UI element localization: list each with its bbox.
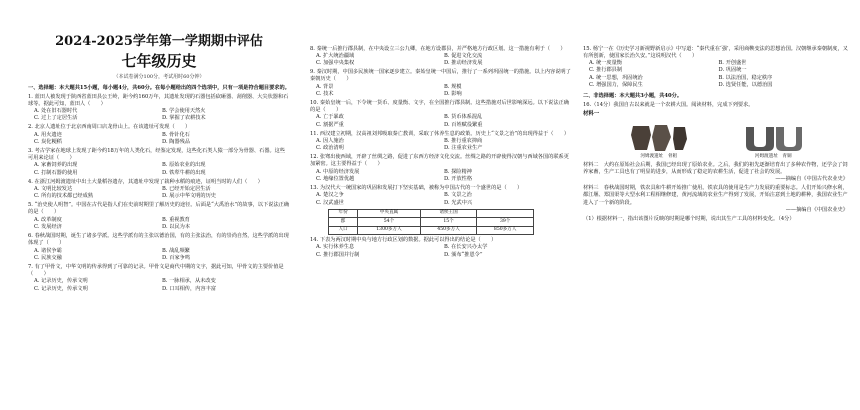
artifact-caption-1: 河姆渡遗址 骨耜 (640, 154, 678, 160)
option-text: C. 推行郡县制 (589, 67, 623, 74)
option-text: B. 文景之治 (444, 192, 472, 199)
option-text: B. 探险精神 (444, 168, 472, 175)
question-item (310, 154, 572, 183)
artifact-images (583, 122, 848, 160)
col2-question-list-b (310, 237, 572, 259)
col2-question-list-a (310, 46, 572, 207)
option-text: D. 影响 (444, 90, 462, 97)
question-options (28, 278, 290, 293)
question-options (310, 169, 572, 184)
question-item (310, 185, 572, 207)
question-options (28, 248, 290, 263)
column-middle (310, 0, 572, 410)
table-cell: 人口 (329, 226, 358, 234)
option-text: A. 文明比较发达 (34, 185, 73, 192)
option-text: C. 打制石器的使用 (34, 169, 78, 176)
question-stem: 2. 北京人遗址位于北京西南周口店龙骨山上。在该遗址可发现（ ） (28, 124, 191, 131)
option-text: D. 掌握了农耕技术 (162, 115, 206, 122)
question16-task: （1）根据材料一，指出该图片反映的时期是哪个时期，说出其生产工具的材料变化。（4分） (583, 215, 795, 222)
option-text: A. 改革制度 (34, 216, 62, 223)
question-stem: 5. “治史使人明智”。中国在古代是指人们在史前时期里了解历史的途径。后面是“大禹治水”的故事，以下说法正确的是（ ） (28, 202, 290, 216)
question-item (310, 69, 572, 98)
question-options (310, 53, 572, 68)
table-cell: 郡 (329, 218, 358, 226)
column-right (583, 0, 848, 410)
option-text: D. 百家争鸣 (162, 254, 191, 261)
option-text: A. 中原的经济发展 (316, 168, 360, 175)
option-text: C. 增强国力，保障民生 (589, 82, 643, 89)
col1-question-list (28, 94, 290, 293)
question-options (583, 60, 848, 75)
option-text: C. 所有的技术都已经成熟 (34, 193, 93, 200)
option-text: C. 政治清明 (316, 145, 344, 152)
option-text: A. 记录历史，传承文明 (34, 278, 88, 285)
table-header-kingdoms: 诸侯王国 (420, 209, 477, 217)
option-text: A. 扩大统治疆域 (316, 52, 355, 59)
option-text: B. 已经开始定居生活 (162, 185, 211, 192)
option-text: B. 重视教育 (162, 216, 190, 223)
section2-heading: 二、非选择题：本大题共3小题，共40分。 (583, 93, 683, 100)
material2-source: ——摘编自《中国古代农业史》 (775, 176, 848, 183)
exam-subtitle: 七年级历史 (121, 52, 197, 70)
question-item (28, 124, 290, 146)
question-stem: 6. 春秋战国时期，诞生了诸多学派。这些学派有的主张以德治国，有的主张法治，有的崇尚自然，这些学派的出现体现了（ ） (28, 232, 289, 247)
option-text: C. 汉武盛世 (316, 199, 344, 206)
option-text: A. 用火遗迹 (34, 131, 62, 138)
option-text: C. 民族交融 (34, 254, 62, 261)
table-header-central: 中央直属 (358, 209, 421, 217)
question-item (28, 148, 290, 177)
option-text: A. 楚汉之争 (316, 192, 344, 199)
option-text: D. 陶器残品 (162, 138, 191, 145)
option-text: D. 巩固统一 (718, 67, 747, 74)
option-text: B. 骨针化石 (162, 131, 190, 138)
option-text: B. 以法治国，稳定秩序 (718, 74, 773, 81)
table-header-blank (477, 209, 534, 217)
question-item (583, 46, 848, 75)
table-cell: 850多万人 (477, 226, 534, 234)
option-text: D. 铁犁牛耕的出现 (162, 169, 206, 176)
question-options (310, 244, 572, 259)
option-text: B. 在长安兴办太学 (444, 244, 488, 251)
question-item (583, 75, 848, 90)
option-text: D. 推动经济发展 (444, 60, 483, 67)
option-text: D. 颁布“推恩令” (444, 251, 483, 258)
option-text: C. 记录历史，传承文明 (34, 285, 88, 292)
question-item (28, 233, 290, 262)
question-stem: 8. 秦统一后推行郡县制，在中央设立三公九卿，在地方设郡县，并严格地方行政区划。这一措施有利于（ ） (310, 45, 566, 52)
artifact-bronze-tool (742, 123, 804, 160)
table-cell: 450多万人 (420, 226, 477, 234)
option-text: B. 促进文化交流 (444, 52, 483, 59)
option-text: C. 过上了定居生活 (34, 115, 78, 122)
bronze-tool-image (742, 123, 804, 153)
question-options (310, 192, 572, 207)
bone-spade-image (627, 123, 691, 153)
question-item (28, 94, 290, 123)
option-text: B. 货币体系混乱 (444, 114, 483, 121)
option-text: A. 因人施治 (316, 137, 344, 144)
col3-question-list (583, 46, 848, 90)
option-text: D. 以民为本 (162, 224, 191, 231)
question-options (28, 132, 290, 147)
question-options (310, 114, 572, 129)
question-stem: 9. 秦汉时期，中国多民族统一国家逐步建立。秦始皇统一中国后，推行了一系列巩固统一的措施。以上内容说明了秦朝历史（ ） (310, 69, 571, 83)
question-options (310, 138, 572, 153)
option-text: B. 学会使用天然火 (162, 108, 206, 115)
exam-title: 2024-2025学年第一学期期中评估 (55, 34, 263, 49)
option-text: A. 亡于暴政 (316, 114, 344, 121)
artifact-bone-spade (627, 123, 691, 160)
option-text: C. 地缘位置优越 (316, 176, 355, 183)
question16-stem: 16.（14分）我国自古以来就是一个农耕大国。阅读材料，完成下列要求。 (583, 101, 754, 108)
table-row (329, 218, 534, 226)
option-text: D. 光武中兴 (444, 199, 473, 206)
table-header-year: 年份 (329, 209, 358, 217)
section1-heading: 一、选择题：本大题共15小题，每小题4分，共60分。在每小题给出的四个选项中，只有一项是符合题目要求的。 (28, 85, 290, 91)
question-options (28, 186, 290, 201)
option-text: D. 注重农业生产 (444, 145, 483, 152)
option-text: A. 处在旧石器时代 (34, 108, 78, 115)
question-item (310, 131, 572, 153)
option-text: C. 加强中央集权 (316, 60, 355, 67)
material3-text: 材料三 春秋战国时期，铁农具和牛耕开始推广使用。铁农具的使用是生产力发展的重要标志。人们开始兴修水利，都江堰、郑国渠等大型水利工程相继修建，黄河流域的农业生产得到了发展，开始注意到土地的耕种，我国农业生产进入了一个新的阶段。 (583, 185, 848, 206)
question-item (310, 237, 572, 259)
question14-table (328, 209, 534, 235)
question-stem: 1. 蓝田人被发现于陕西省蓝田县公王岭，距今约160万年，其遗址发现的石器包括砍砸器、刮削器、大尖状器和石球等。据此可知，蓝田人（ ） (28, 93, 289, 107)
question-stem: 14. 下表为两汉时期中央与地方行政区划的数据。据此可以得出的结论是（ ） (310, 237, 497, 244)
option-text: B. 推行重农抑商 (444, 137, 483, 144)
question-item (310, 100, 572, 129)
question-stem: 7. 有了甲骨文，中华文明的传承得到了可靠的记录。甲骨文是商代中期的文字，据此可知，甲骨文的主要价值是（ ） (28, 263, 284, 277)
option-text: C. 技术 (316, 90, 334, 97)
option-text: A. 实行休养生息 (316, 244, 355, 251)
question-stem: 3. 考古学家在地球上发现了距今约18万年的人类化石，经鉴定发现，这些化石类人猿一部分为骨器、石器。这些可用来论证（ ） (28, 147, 286, 162)
option-text: B. 一脉相承，从未改变 (162, 278, 216, 285)
option-text: C. 炭化粳稻 (34, 138, 62, 145)
question-options (28, 162, 290, 177)
option-text: C. 推行郡国并行制 (316, 251, 360, 258)
question-item (28, 179, 290, 201)
table-cell: 54个 (358, 218, 421, 226)
question-item (310, 46, 572, 68)
question-stem: 13. 为汉代大一统国家的巩固和发展打下坚实基础，被称为中国古代的一个盛世的是（ ） (310, 184, 523, 191)
option-text: A. 家畜饲养的出现 (34, 162, 78, 169)
option-text: A. 统一思想，巩固统治 (589, 74, 643, 81)
column-left (28, 0, 290, 410)
artifact-caption-2: 河姆渡遗址 青铜 (754, 154, 792, 160)
question-item (28, 202, 290, 231)
option-text: D. 展示中华文明的历史 (162, 193, 216, 200)
table-cell: 39个 (477, 218, 534, 226)
table-cell: 1300多万人 (358, 226, 421, 234)
option-text: A. 背景 (316, 83, 334, 90)
table-row (329, 226, 534, 234)
option-text: C. 割据严重 (316, 121, 344, 128)
question-options (28, 108, 290, 123)
table-cell: 15个 (420, 218, 477, 226)
question-options (28, 217, 290, 232)
question-options (310, 84, 572, 99)
question-stem: 4. 在浙江河姆渡遗址中出土大量稻谷遗存，其遗址中发现了栽种水稻的痕迹，证明当时的人们（ ） (28, 178, 263, 185)
option-text: B. 开创盛世 (718, 60, 747, 67)
option-text: B. 原始农业的出现 (162, 162, 206, 169)
material2-text: 材料二 大约在原始社会后期，我国已经出现了原始农业。之后，我们的祖先逐渐培育出了多种农作物，还学会了饲养家畜，生产工具也有了明显的进步，从而形成了稳定的农耕生活，促进了社会的发展。 (583, 161, 848, 176)
exam-note: （本试卷满分100分，考试用时60分钟） (113, 74, 205, 80)
option-text: A. 诸侯争霸 (34, 247, 62, 254)
option-text: D. 百姓赋役繁重 (444, 121, 483, 128)
option-text: C. 发展经济 (34, 224, 62, 231)
question-stem: 10. 秦始皇统一后，下令统一货币、度量衡、文字，在全国推行郡县制。这些措施对后世影响深远。以下说法正确的是（ ） (310, 99, 569, 114)
option-text: B. 规模 (444, 83, 462, 90)
question-stem: 12. 张骞出使西域，开辟了丝绸之路，促进了东西方经济文化交流。丝绸之路的开辟使得汉朝与西域各国的联系更加紧密。这主要得益于（ ） (310, 154, 569, 168)
material1-label: 材料一 (583, 111, 600, 118)
option-text: B. 战乱频繁 (162, 247, 190, 254)
question-stem: 11. 西汉建立初期，汉高祖刘邦吸取秦亡教训，采取了休养生息的政策。历史上“文景之治”的出现得益于（ ） (310, 130, 570, 137)
option-text: A. 统一度量衡 (589, 60, 622, 67)
question-stem: 15. 杨宁一在《历史学习新视野新启示》中写道：“秦代重在‘强’，采用商鞅变法的思想治国。汉朝继承秦朝制度，又有所创新，使国家长治久安。”这说明汉代（ ） (583, 45, 848, 59)
question-item (28, 264, 290, 293)
option-text: D. 选贤任能，以德治国 (718, 82, 773, 89)
option-text: D. 开放性格 (444, 176, 473, 183)
question-options (583, 75, 848, 90)
material3-source: ——摘编自《中国农业史》 (785, 206, 848, 213)
option-text: D. 口耳相传，内容丰富 (162, 285, 216, 292)
